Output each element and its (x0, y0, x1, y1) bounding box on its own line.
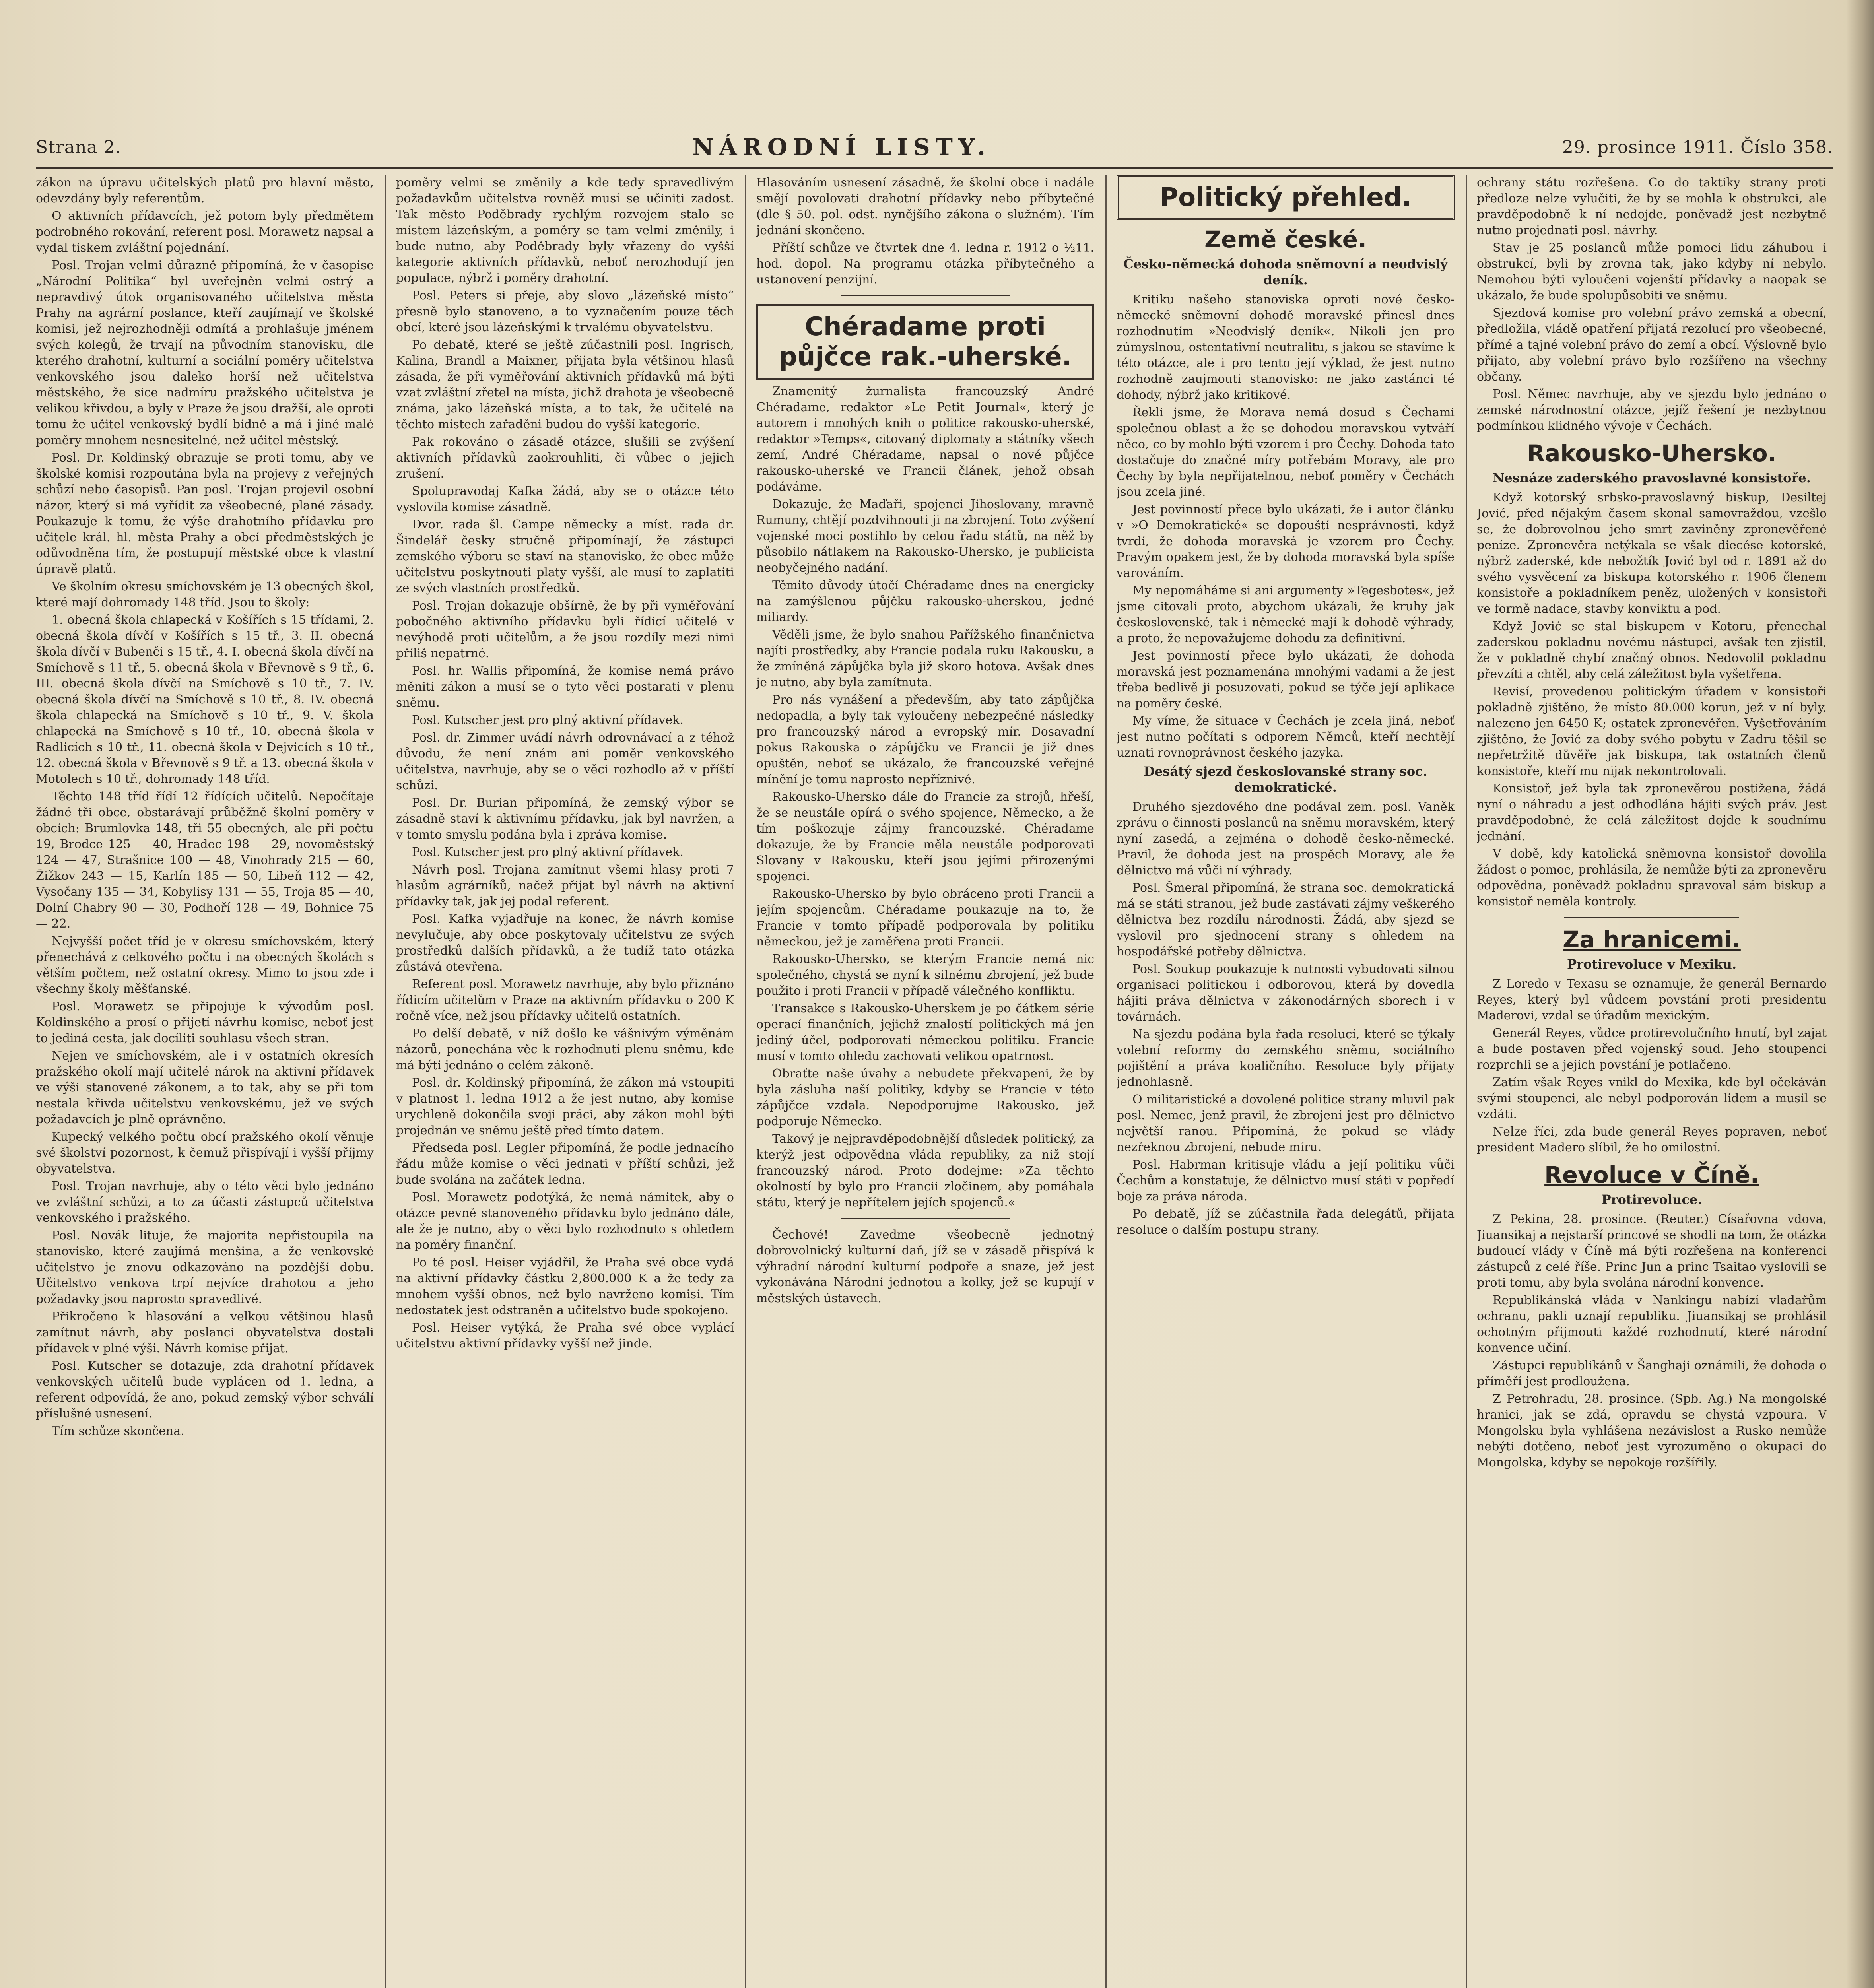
article-headline: Protirevoluce. (1601, 1192, 1702, 1207)
paragraph: Dvor. rada šl. Campe německy a míst. rada dr. Šindelář česky stručně připomínají, že zástupci zemského výboru se staví na stanovisko, že obec může učitelstvu poskytnouti platy vyšší, ale musí to zaplatiti ze svých vlastních prostředků. (396, 518, 734, 595)
paragraph: Z Pekina, 28. prosince. (Reuter.) Císařovna vdova, Jiuansikaj a nejstarší princové se shodli na tom, že otázka budoucí vlády v Číně má býti rozřešena na konferenci zástupců z celé říše. Princ Jun a princ Tsaitao vyslovili se proti tomu, aby byla svolána národní konvence. (1477, 1212, 1827, 1290)
paragraph: Jest povinností přece bylo ukázati, že dohoda moravská jest poznamenána mnohými vadami a že jest třeba bedlivě ji posuzovati, pokud se týče její aplikace na poměry české. (1117, 649, 1455, 711)
paragraph: 1. obecná škola chlapecká v Košířích s 15 třídami, 2. obecná škola dívčí v Košířích s 15 tř., 3. II. obecná škola dívčí v Bubenči s 15 tř., 4. I. obecná škola dívčí na Smíchově s 11 tř., 5. obecná škola v Břevnově s 9 tř., 6. III. obecná škola dívčí na Smíchově s 10 tř., 7. IV. obecná škola dívčí na Smíchově s 10 tř., 8. IV. obecná škola chlapecká na Smíchově s 10 tř., 9. V. škola chlapecká na Smíchově s 10 tř., 10. obecná škola v Radlicích s 10 tř., 11. obecná škola v Dejvicích s 10 tř., 12. obecná škola v Břevnově s 9 tř. a 13. obecná škola v Motolech s 10 tř., dohromady 148 tříd. (36, 613, 374, 786)
paragraph: Konsistoř, jež byla tak zpronevěrou postižena, žádá nyní o náhradu a jest odhodlána hájiti svých práv. Jest pravděpodobné, že celá záležitost dojde k soudnímu jednání. (1477, 782, 1827, 843)
paragraph: Z Petrohradu, 28. prosince. (Spb. Ag.) Na mongolské hranici, jak se zdá, opravdu se chystá vzpoura. V Mongolsku byla vyhlášena nezávislost a Rusko nemůže nebýti dotčeno, neboť jest vyrozuměno o okupaci do Mongolska, kdyby se nepokoje rozšířily. (1477, 1392, 1827, 1470)
paragraph: Spolupravodaj Kafka žádá, aby se o otázce této vyslovila komise zásadně. (396, 484, 734, 514)
column-4 (1117, 175, 1455, 1988)
paragraph: Čechové! Zavedme všeobecně jednotný dobrovolnický kulturní daň, jíž se v zásadě přispívá k výhradní národní kulturní podpoře a snaze, jež jest vykonávána Národní jednotou a kolky, jež se kupují v městských ústavech. (756, 1228, 1094, 1305)
paragraph: Z Loredo v Texasu se oznamuje, že generál Bernardo Reyes, který byl vůdcem povstání proti presidentu Maderovi, vzdal se úřadům mexickým. (1477, 977, 1827, 1023)
paragraph: Posl. Morawetz se připojuje k vývodům posl. Koldinského a prosí o přijetí návrhu komise, neboť jest to jediná cesta, jak docíliti souhlasu všech stran. (36, 1000, 374, 1045)
paragraph: Rakousko-Uhersko, se kterým Francie nemá nic společného, chystá se nyní k silnému zbrojení, jež bude použito i proti Francii v případě válečného konfliktu. (756, 952, 1094, 998)
paragraph: Posl. Trojan velmi důrazně připomíná, že v časopise „Národní Politika“ byl uveřejněn velmi ostrý a nepravdivý útok organisovaného učitelstva města Prahy na agrární poslance, kteří zaujímají ve školské komisi, jež nejrozhodněji odmítá a prohlašuje jménem svých kolegů, že trvají na původním stanovisku, dle kterého drahotní, kulturní a sociální poměry učitelstva venkovského jsou daleko horší než učitelstva městského, že sice nadmíru pražského učitelstva je velikou křivdou, a byly v Praze že jsou dražší, ale oproti tomu že učitel venkovský bydlí bídně a má i jiné malé poměry mnohem nesnesitelné, než učitel městský. (36, 258, 374, 447)
paragraph: Po debatě, jíž se zúčastnila řada delegátů, přijata resoluce o dalším postupu strany. (1117, 1207, 1455, 1237)
paragraph: Když kotorský srbsko-pravoslavný biskup, Desiltej Jović, před nějakým časem skonal samovraždou, vzešlo se, že dobrovolnou jeho smrt zaviněny zpronevěřené peníze. Zpronevěra netýkala se však diecése kotorské, nýbrž zaderské, kde nebožtík Jović byl od r. 1891 až do svého vysvěcení za biskupa kotorského r. 1906 členem konsistoře a pokladníkem peněz, uložených v konsistoři ve formě nadace, stavby konviktu a pod. (1477, 491, 1827, 616)
paragraph: Posl. Novák lituje, že majorita nepřistoupila na stanovisko, které zaujímá menšina, a že venkovské učitelstvo je znovu odkazováno na pozdější dobu. Učitelstvo venkova trpí nejvíce drahotou a jeho požadavky jsou naprosto spravedlivé. (36, 1229, 374, 1306)
paragraph: Zatím však Reyes vnikl do Mexika, kde byl očekáván svými stoupenci, ale nebyl podporován lidem a musil se vzdáti. (1477, 1076, 1827, 1121)
paragraph: My nepomáháme si ani argumenty »Tegesbotes«, jež jsme citovali proto, abychom ukázali, že kruhy jak československé, tak i německé mají k dohodě výhrady, a proto, že nepovažujeme dohodu za definitivní. (1117, 584, 1455, 645)
paragraph: Po té posl. Heiser vyjádřil, že Praha své obce vydá na aktivní přídavky částku 2,800.000 K a že tedy za mnohem vyšší obnos, než bylo navrženo komisí. Tím nedostatek jest odstraněn a učitelstvo bude spokojeno. (396, 1256, 734, 1317)
paragraph: Nejvyšší počet tříd je v okresu smíchovském, který přenechává z celkového počtu i na obecných školách s větším počtem, než ostatní okresy. Mimo to jsou zde i všechny školy měšťanské. (36, 934, 374, 996)
column-2 (396, 175, 734, 1988)
paragraph: V době, kdy katolická sněmovna konsistoř dovolila žádost o pomoc, prohlásila, že nemůže býti za zpronevěru odpovědna, poněvadž pokladnu spravoval sám biskup a konsistoř neměla kontroly. (1477, 847, 1827, 909)
paragraph: Na sjezdu podána byla řada resolucí, které se týkaly volební reformy do zemského sněmu, sociálního pojištění a práva koaličního. Resoluce byly přijaty jednohlasně. (1117, 1027, 1455, 1089)
paragraph: Referent posl. Morawetz navrhuje, aby bylo přiznáno řídicím učitelům v Praze na aktivním přídavku o 200 K ročně více, než jsou přídavky učitelů ostatních. (396, 977, 734, 1023)
paragraph: Rakousko-Uhersko by bylo obráceno proti Francii a jejím spojencům. Chéradame poukazuje na to, že Francie v tomto případě podporovala by politiku německou, jež je zaměřena proti Francii. (756, 887, 1094, 949)
masthead (36, 131, 1833, 169)
article-headline: Nesnáze zaderského pravoslavné konsistoře. (1493, 470, 1811, 485)
paragraph: Po debatě, které se ještě zúčastnili posl. Ingrisch, Kalina, Brandl a Maixner, přijata byla většinou hlasů zásada, že při vyměřování aktivních přídavků má býti vzat zvláštní zřetel na místa, jichž drahota je všeobecně známa, jako lázeňská místa, a to tak, že učitelé na těchto místech zařaděni budou do vyšší kategorie. (396, 338, 734, 431)
section-headline: Revoluce v Číně. (1544, 1161, 1759, 1188)
paragraph: Když Jović se stal biskupem v Kotoru, přenechal zaderskou pokladnu novému nástupci, avšak ten zjistil, že v pokladně chybí značný obnos. Nedovolil pokladnu převzíti a chtěl, aby celá záležitost byla vyšetřena. (1477, 619, 1827, 681)
column-5 (1477, 175, 1827, 1988)
paragraph: Posl. Němec navrhuje, aby ve sjezdu bylo jednáno o zemské národnostní otázce, jejíž řešení je nezbytnou podmínkou klidného vývoje v Čechách. (1477, 387, 1827, 433)
paragraph: Posl. hr. Wallis připomíná, že komise nemá právo měniti zákon a musí se o tyto věci postarati v plenu sněmu. (396, 664, 734, 710)
newspaper-title: NÁRODNÍ LISTY. (692, 134, 991, 161)
paragraph: Návrh posl. Trojana zamítnut všemi hlasy proti 7 hlasům agrárníků, načež přijat byl návrh na aktivní přídavky tak, jak jej podal referent. (396, 863, 734, 909)
paragraph: Stav je 25 poslanců může pomoci lidu záhubou i obstrukcí, byli by zrovna tak, jako kdyby ní nebylo. Nemohou býti vyloučeni vojenští přídavky a naopak se ukázalo, že bude spolupůsobiti ve sněmu. (1477, 241, 1827, 303)
paragraph: Posl. Heiser vytýká, že Praha své obce vyplácí učitelstvu aktivní přídavky vyšší než jinde. (396, 1321, 734, 1351)
paragraph: Pak rokováno o zásadě otázce, slušili se zvýšení aktivních přídavků zaokrouhliti, či vůbec o jejich zrušení. (396, 435, 734, 481)
paragraph: ochrany státu rozřešena. Co do taktiky strany proti předloze nelze vylučiti, že by se mohla k obstrukci, ale pravděpodobně k ní nedojde, poněvadž jest nezbytně nutno projednati posl. návrhy. (1477, 176, 1827, 237)
paragraph: Po delší debatě, v níž došlo ke vášnivým výměnám názorů, ponechána věc k rozhodnutí plenu sněmu, kde má býti jednáno o celém zákoně. (396, 1027, 734, 1072)
paragraph: Těmito důvody útočí Chéradame dnes na energicky na zamýšlenou půjčku rakousko-uherskou, jedné miliardy. (756, 579, 1094, 624)
paragraph: Posl. dr. Zimmer uvádí návrh odrovnávací a z téhož důvodu, že není znám ani poměr venkovského učitelstva, navrhuje, aby se o věci rozhodlo až v příští schůzi. (396, 731, 734, 792)
paragraph: Nejen ve smíchovském, ale i v ostatních okresích pražského okolí mají učitelé nárok na aktivní přídavek ve výši stanovené zákonem, a to tak, aby se při tom nestala křivda učitelstvu venkovskému, jež ve svých požadavcích je plně oprávněno. (36, 1049, 374, 1126)
paragraph: Řekli jsme, že Morava nemá dosud s Čechami společnou oblast a že se dohodou moravskou vytváří něco, co by mohlo býti vzorem i pro Čechy. Dohoda tato dostačuje do značné míry potřebám Moravy, ale pro Čechy by byla nepřijatelnou, neboť poměry v Čechách jsou zcela jiné. (1117, 406, 1455, 499)
paragraph: Posl. Morawetz podotýká, že nemá námitek, aby o otázce pevně stanoveného přídavku bylo jednáno dále, ale že je nutno, aby o věci bylo rozhodnuto s ohledem na poměry finanční. (396, 1190, 734, 1252)
section-headline: Politický přehled. (1117, 175, 1455, 220)
paragraph: O militaristické a dovolené politice strany mluvil pak posl. Nemec, jenž pravil, že zbrojení jest pro dělnictvo největší ranou. Připomíná, že pokud se vlády nezřeknou zbrojení, nebude míru. (1117, 1093, 1455, 1154)
paragraph: Posl. Soukup poukazuje k nutnosti vybudovati silnou organisaci politickou i odborovou, která by dovedla hájiti práva dělnictva v zákonodárných sborech i v továrnách. (1117, 962, 1455, 1024)
paragraph: Posl. Dr. Burian připomíná, že zemský výbor se zásadně staví k aktivnímu přídavku, jak byl navržen, a v tomto smyslu podána byla i zpráva komise. (396, 796, 734, 842)
paragraph: Jest povinností přece bylo ukázati, že i autor článku v »O Demokratické« se dopouští nesprávnosti, když tvrdí, že dohoda moravská je vzorem pro Čechy. Pravým opakem jest, že by dohoda moravská byla spíše varováním. (1117, 503, 1455, 580)
paragraph: Dokazuje, že Maďaři, spojenci Jihoslovany, mravně Rumuny, chtějí pozdvihnouti ji na zbrojení. Toto zvýšení vojenské moci postihlo by celou řadu států, na něž by působilo nátlakem na Rakousko-Uhersko, je publicista neobyčejného nadání. (756, 497, 1094, 575)
section-headline: Rakousko-Uhersko. (1527, 440, 1777, 467)
paragraph: Posl. Šmeral připomíná, že strana soc. demokratická má se státi stranou, jež bude zastávati zájmy veškerého dělnictva bez rozdílu národnosti. Žádá, aby sjezd se vyslovil pro sjednocení strany s ohledem na hospodářské potřeby dělnictva. (1117, 881, 1455, 959)
article-headline: Protirevoluce v Mexiku. (1567, 957, 1737, 972)
paragraph: zákon na úpravu učitelských platů pro hlavní město, odevzdány byly referentům. (36, 176, 374, 206)
column-rule (1105, 175, 1107, 1988)
paragraph: Posl. Dr. Koldinský obrazuje se proti tomu, aby ve školské komisi rozpoutána byla na projevy z veřejných schůzí nebo časopisů. Pan posl. Trojan projevil osobní názor, který si má vyřídit za všeobecné, plané zásady. Poukazuje k tomu, že výše drahotního přídavku pro učitele král. hl. města Prahy a obcí předměstských je odůvodněna tím, že postupují městské obce k vlastní úpravě platů. (36, 451, 374, 576)
section-headline: Za hranicemi. (1563, 926, 1741, 953)
column-3 (756, 175, 1094, 1988)
separator (1564, 917, 1739, 918)
paragraph: Posl. Trojan dokazuje obšírně, že by při vyměřování pobočného aktivního přídavku byli řídicí učitelé v nevýhodě proti učitelům, a že jsou rozdíly mezi nimi příliš nepatrné. (396, 599, 734, 660)
issue-date: 29. prosince 1911. Číslo 358. (1562, 137, 1833, 157)
paragraph: O aktivních přídavcích, jež potom byly předmětem podrobného rokování, referent posl. Morawetz napsal a vydal tiskem zvláštní pojednání. (36, 209, 374, 255)
page-spine-shadow (1846, 0, 1874, 1988)
paragraph: Posl. Kutscher se dotazuje, zda drahotní přídavek venkovských učitelů bude vyplácen od 1. ledna, a referent odpovídá, že ano, pokud zemský výbor schválí příslušné usnesení. (36, 1359, 374, 1421)
paragraph: Sjezdová komise pro volební právo zemská a obecní, předložila, vládě opatření přijatá rezolucí pro všeobecné, přímé a tajné volební právo do zemí a obcí. Výslovně bylo přijato, aby volební právo bylo rozšířeno na všechny občany. (1477, 306, 1827, 384)
page-number: Strana 2. (36, 137, 121, 157)
paragraph: Takový je nejpravděpodobnější důsledek politický, za kterýž jest odpovědna vláda republiky, za niž stojí francouzský národ. Proto dodejme: »Za těchto okolností by bylo pro Francii zločinem, aby pomáhala státu, který je nepřítelem jejích spojenců.« (756, 1132, 1094, 1209)
paragraph: Posl. Habrman kritisuje vládu a její politiku vůči Čechům a konstatuje, že dělnictvo musí státi v popředí boje za práva národa. (1117, 1158, 1455, 1204)
paragraph: Znamenitý žurnalista francouzský André Chéradame, redaktor »Le Petit Journal«, který je autorem i mnohých knih o politice rakousko-uherské, redaktor »Temps«, citovaný diplomaty a státníky všech zemí, André Chéradame, napsal o nové půjčce rakousko-uherské ve Francii článek, jehož obsah podáváme. (756, 384, 1094, 494)
separator (841, 1218, 1010, 1219)
article-headline: Desátý sjezd českoslovanské strany soc. demokratické. (1144, 764, 1427, 795)
paragraph: Věděli jsme, že bylo snahou Pařížského finančnictva najíti prostředky, aby Francie podala ruku Rakousku, a že zmíněná zápůjčka byla již skoro hotova. Avšak dnes je nutno, aby byla zamítnuta. (756, 628, 1094, 689)
paragraph: Revisí, provedenou politickým úřadem v konsistoři pokladně zjištěno, že místo 80.000 korun, jež v ní byly, nalezeno jen 6450 K; ostatek zpronevěřen. Vyšetřováním zjištěno, že Jović za doby svého pobytu v Zadru těšil se nepřetržitě důvěře jak biskupa, tak ostatních členů konsistoře, kteří mu nijak nekontrolovali. (1477, 685, 1827, 778)
paragraph: Obraťte naše úvahy a nebudete překvapeni, že by byla zásluha naší politiky, kdyby se Francie v této zápůjčce vzdala. Nepodporujme Rakousko, jež podporuje Německo. (756, 1067, 1094, 1128)
section-subheadline: Země české. (1204, 226, 1367, 253)
paragraph: Předseda posl. Legler připomíná, že podle jednacího řádu může komise o věci jednati v příští schůzi, jež bude svolána na začátek ledna. (396, 1141, 734, 1187)
article-headline: Česko-německá dohoda sněmovní a neodvislý deník. (1123, 256, 1448, 287)
paragraph: Ve školním okresu smíchovském je 13 obecných škol, které mají dohromady 148 tříd. Jsou to školy: (36, 580, 374, 610)
paragraph: Tím schůze skončena. (52, 1424, 184, 1438)
column-1 (36, 175, 374, 1988)
column-rule (745, 175, 746, 1988)
paragraph: Pro nás vynášení a především, aby tato zápůjčka nedopadla, a byly tak vyloučeny nebezpečné následky pro francouzský národ a evropský mír. Dosavadní pokus Rakouska o zápůjčku ve Francii je již dnes opuštěn, neboť se ukázalo, že francouzské veřejné mínění je tomu naprosto nepříznivé. (756, 693, 1094, 786)
paragraph: My víme, že situace v Čechách je zcela jiná, neboť jest nutno počítati s odporem Němců, kteří nechtějí uznati rovnoprávnost českého jazyka. (1117, 714, 1455, 760)
paragraph: Posl. Kutscher jest pro plný aktivní přídavek. (412, 845, 684, 859)
paragraph: Rakousko-Uhersko dále do Francie za strojů, hřeší, že se neustále opírá o svého spojence, Německo, a že tím poškozuje zájmy francouzské. Chéradame dokazuje, že by Francie měla neustále podporovati Slovany v Rakousku, kteří jsou jejími přirozenými spojenci. (756, 790, 1094, 883)
columns-area (36, 175, 1833, 1988)
paragraph: Posl. dr. Koldinský připomíná, že zákon má vstoupiti v platnost 1. ledna 1912 a že jest nutno, aby komise urychleně dokončila svoji práci, aby zákon mohl býti projednán ve sněmu ještě před tímto datem. (396, 1076, 734, 1138)
paragraph: Kupecký velkého počtu obcí pražského okolí věnuje své školství pozornost, k čemuž přispívají i vyšší příjmy obyvatelstva. (36, 1130, 374, 1176)
article-headline: Chéradame proti půjčce rak.-uherské. (756, 304, 1094, 380)
paragraph: Přikročeno k hlasování a velkou většinou hlasů zamítnut návrh, aby poslanci obyvatelstva dostali přídavek v plné výši. Návrh komise přijat. (36, 1310, 374, 1355)
separator (841, 295, 1010, 296)
paragraph: Nelze říci, zda bude generál Reyes popraven, neboť president Madero slíbil, že ho omilostní. (1477, 1125, 1827, 1155)
paragraph: Zástupci republikánů v Šanghaji oznámili, že dohoda o příměří jest prodloužena. (1477, 1359, 1827, 1388)
paragraph: Transakce s Rakousko-Uherskem je po čátkem série operací finančních, jejichž znalostí politických má jen jediný účel, podporovati německou politiku. Francie musí v tomto ohledu zachovati velikou opatrnost. (756, 1002, 1094, 1063)
paragraph: Republikánská vláda v Nankingu nabízí vladařům ochranu, pakli uznají republiku. Jiuansikaj se prohlásil ochotným přijmouti každé rozhodnutí, které národní konvence učiní. (1477, 1293, 1827, 1355)
paragraph: Posl. Peters si přeje, aby slovo „lázeňské místo“ přesně bylo stanoveno, a to vyznačením pouze těch obcí, které jsou lázeňskými k trvalému obyvatelstvu. (396, 289, 734, 334)
column-rule (385, 175, 386, 1988)
paragraph: Kritiku našeho stanoviska oproti nové česko-německé sněmovní dohodě moravské přinesl dnes rozhodnutím »Neodvislý deník«. Nikoli jen pro zúmyslnou, ostentativní neutralitu, s jakou se stavíme k této otázce, ale i pro tento její výklad, že jest nutno rozhodně zaujmouti stanovisko: ne jako zastánci té dohody, nýbrž jako kritikové. (1117, 293, 1455, 402)
paragraph: Příští schůze ve čtvrtek dne 4. ledna r. 1912 o ½11. hod. dopol. Na programu otázka příbytečného a ustanovení penzijní. (756, 241, 1094, 287)
paragraph: Posl. Kutscher jest pro plný aktivní přídavek. (412, 713, 684, 727)
paragraph: Posl. Kafka vyjadřuje na konec, že návrh komise nevylučuje, aby obce poskytovaly učitelstvu ze svých prostředků dalších přídavků, a že tudíž tato otázka zůstává otevřena. (396, 912, 734, 974)
paragraph: Druhého sjezdového dne podával zem. posl. Vaněk zprávu o činnosti poslanců na sněmu moravském, který nyní zasedá, a zejména o dohodě česko-německé. Pravil, že dohoda jest na prospěch Moravy, ale že dělnictvo má vůči ní výhrady. (1117, 800, 1455, 878)
paragraph: Posl. Trojan navrhuje, aby o této věci bylo jednáno ve zvláštní schůzi, a to za účasti zástupců učitelstva venkovského i pražského. (36, 1179, 374, 1225)
paragraph: Těchto 148 tříd řídí 12 řídících učitelů. Nepočítaje žádné tři obce, obstarávají průběžně školní poměry v obcích: Brumlovka 148, tři 55 obecných, ale při počtu 19, Brodce 125 — 40, Hradec 198 — 29, novoměstský 124 — 47, Strašnice 100 — 48, Vinohrady 215 — 60, Žižkov 243 — 15, Karlín 185 — 50, Libeň 112 — 42, Vysočany 135 — 34, Kobylisy 131 — 55, Troja 85 — 40, Dolní Chabry 90 — 30, Podhoří 128 — 49, Bohnice 75 — 22. (36, 790, 374, 931)
paragraph: Hlasováním usnesení zásadně, že školní obce i nadále smějí povolovati drahotní přídavky nebo příbytečné (dle § 50. pol. odst. nynějšího zákona o služném). Tím jednání skončeno. (756, 176, 1094, 237)
paragraph: Generál Reyes, vůdce protirevolučního hnutí, byl zajat a bude postaven před vojenský soud. Jeho stoupenci rozprchli se a jejich povstání je potlačeno. (1477, 1026, 1827, 1072)
column-rule (1466, 175, 1467, 1988)
paragraph: poměry velmi se změnily a kde tedy spravedlivým požadavkům učitelstva rovněž musí se učiniti zadost. Tak město Poděbrady rychlým rozvojem stalo se místem lázeňským, a poměry se tam velmi změnily, i bude nutno, aby Poděbrady byly vřazeny do vyšší kategorie aktivních přídavků, neboť nerozhodují jen populace, nýbrž i poměry drahotní. (396, 176, 734, 285)
